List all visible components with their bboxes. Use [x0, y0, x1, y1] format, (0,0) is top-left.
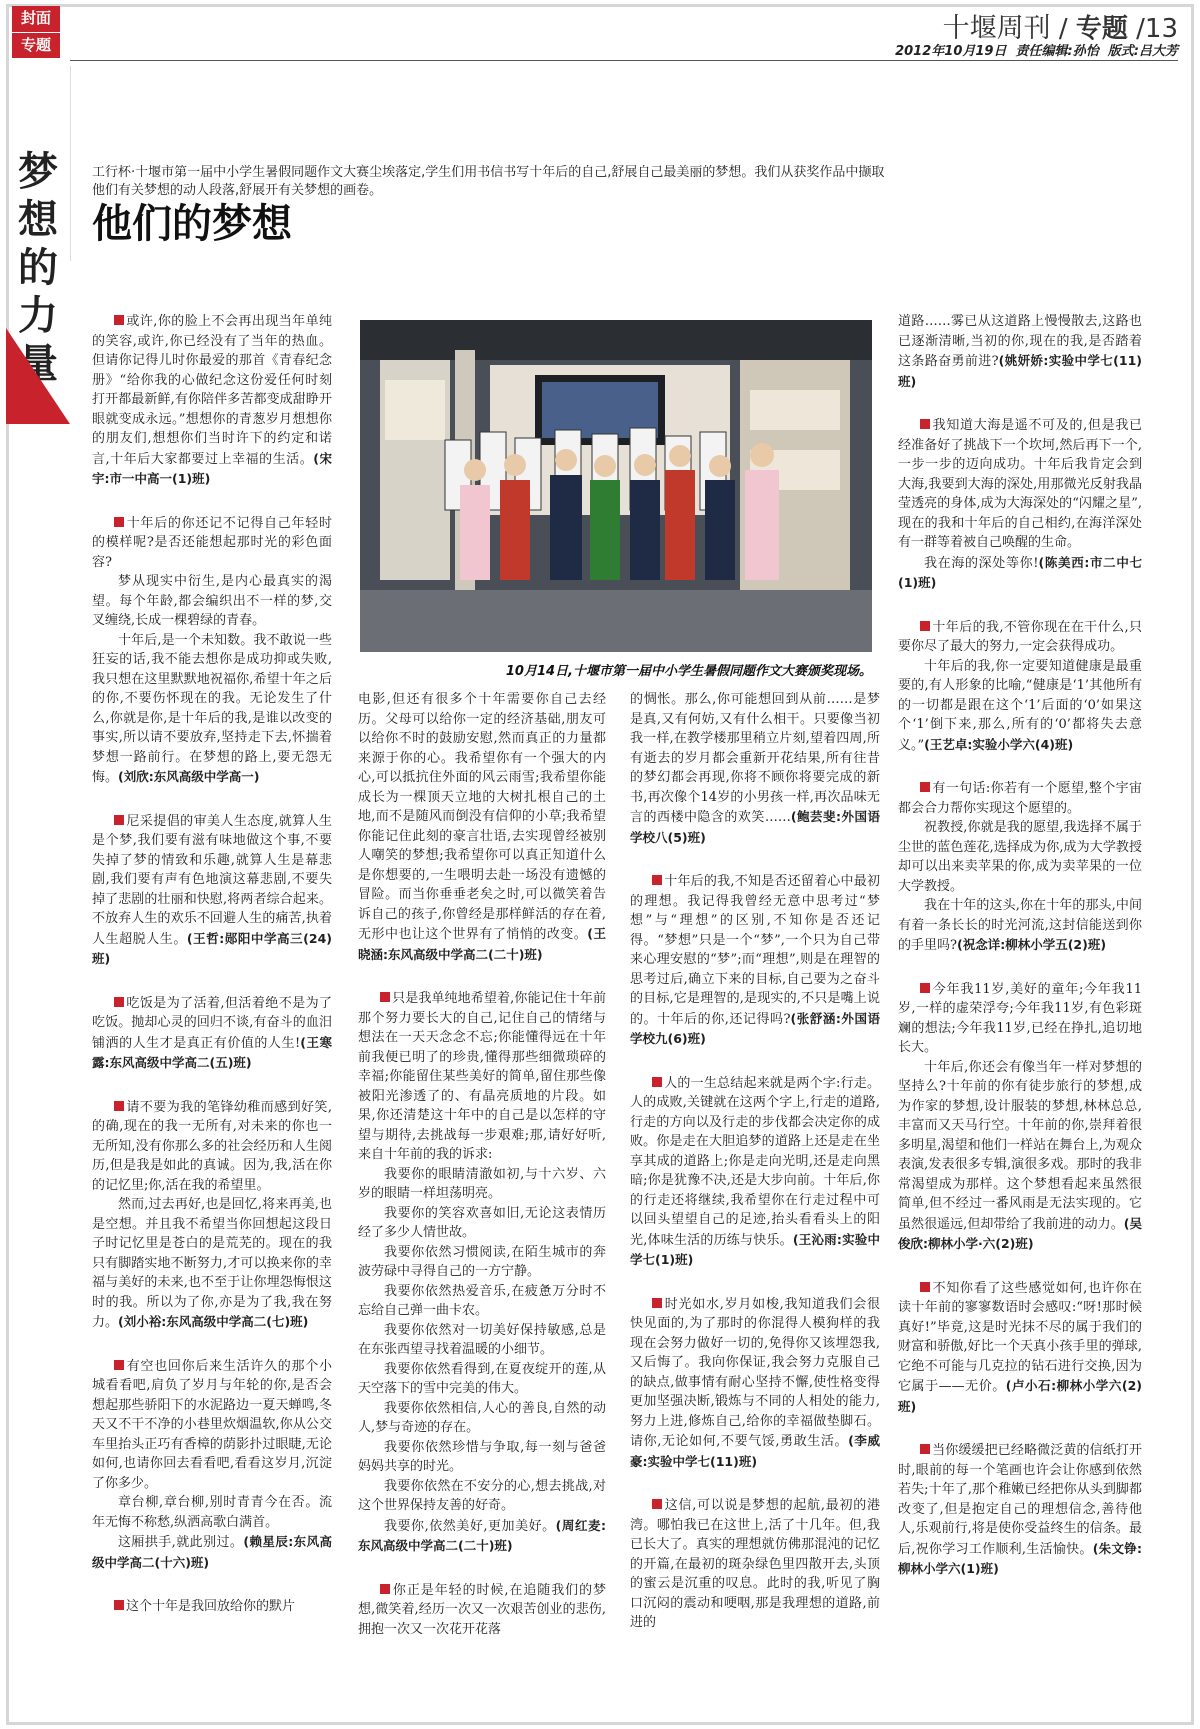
paragraph-text: 吃饭是为了活着,但活着绝不是为了吃饭。抛却心灵的回归不谈,有奋斗的血汨铺洒的人生才是真正有价值的人生!	[92, 995, 332, 1051]
excerpt-paragraph	[358, 1204, 606, 1243]
excerpt-paragraph	[898, 553, 1142, 594]
editor-credit: 责任编辑:孙怡	[1015, 44, 1099, 59]
author-byline: (卢小石:柳林小学六(2)班)	[898, 1378, 1142, 1414]
paragraph-text: 我要你依然相信,人心的善良,自然的动人,梦与奇迹的存在。	[358, 1400, 606, 1435]
essay-excerpt	[92, 1597, 332, 1617]
excerpt-paragraph	[92, 994, 332, 1074]
essay-excerpt	[898, 1279, 1142, 1418]
essay-excerpt	[358, 690, 606, 965]
red-square-marker	[920, 782, 930, 792]
paragraph-text: 梦从现实中衍生,是内心最真实的渴望。每个年龄,都会编织出不一样的梦,交叉缠绕,长成一棵碧绿的青春。	[92, 574, 332, 628]
photo-caption: 10月14日,十堰市第一届中小学生暑假同题作文大赛颁奖现场。	[505, 664, 872, 679]
essay-excerpt	[898, 312, 1142, 392]
paragraph-text: 不知你看了这些感觉如何,也许你在读十年前的寥寥数语时会感叹:“呀!那时候真好!”毕竟,这是时光抹不尽的属于我们的财富和骄傲,好比一个天真小孩手里的弹球,它绝不可能与几克拉的钻石进行交换,因为它属于——无价。	[898, 1280, 1142, 1394]
paragraph-text: 我要你依然在不安分的心,想去挑战,对这个世界保持友善的好奇。	[358, 1478, 606, 1513]
paragraph-text: 或许,你的脸上不会再出现当年单纯的笑容,或许,你已经没有了当年的热血。但请你记得儿时你最爱的那首《青春纪念册》“给你我的心做纪念这份爱任何时刻打开都最新鲜,有你陪伴多苦都变成甜睁开眼就变成永远。”想想你的青葱岁月想想你的朋友们,想想你们当时许下的约定和诺言,十年后大家都要过上幸福的生活。	[92, 314, 332, 467]
author-byline: (刘小裕:东风高级中学高二(七)班)	[118, 1314, 309, 1329]
excerpt-paragraph	[630, 872, 880, 1050]
text-column-2	[358, 690, 606, 1720]
excerpt-paragraph	[92, 514, 332, 573]
excerpt-paragraph	[630, 1074, 880, 1271]
paragraph-text: 请不要为我的笔锋幼稚而感到好笑,的确,现在的我一无所有,对未来的你也一无所知,没有你那么多的社会经历和人生阅历,但是我是如此的真诚。因为,我,活在你的记忆里;你,活在我的希望里。	[92, 1099, 332, 1193]
paragraph-text: 十年后,你还会有像当年一样对梦想的坚持么?十年前的你有徒步旅行的梦想,成为作家的梦想,设计服装的梦想,林林总总,丰富而又天马行空。十年前的你,崇拜着很多明星,渴望和他们一样站在舞台上,为观众表演,发表很多专辑,演很多戏。那时的我非常渴望成为那样。这个梦想看起来虽然很简单,但不经过一番风雨是无法实现的。它虽然很遥远,但却带给了我前进的动力。	[898, 1059, 1142, 1232]
excerpt-paragraph	[358, 1399, 606, 1438]
author-byline: (王寒露:东风高级中学高二(五)班)	[92, 1034, 332, 1070]
red-square-marker	[920, 983, 930, 993]
layout-credit: 版式:吕大芳	[1107, 44, 1178, 59]
author-byline: (祝念详:柳林小学五(2)班)	[956, 937, 1107, 952]
award-ceremony-photo	[360, 320, 872, 652]
excerpt-paragraph	[92, 312, 332, 490]
essay-excerpt	[358, 1581, 606, 1640]
essay-excerpt	[92, 1098, 332, 1333]
paragraph-text: 章台柳,章台柳,别时青青今在否。流年无悔不称愁,纵洒高歌白满首。	[92, 1495, 332, 1530]
section-corner-tag	[12, 6, 60, 58]
excerpt-paragraph	[898, 1441, 1142, 1580]
excerpt-paragraph	[898, 1279, 1142, 1418]
excerpt-paragraph	[92, 1493, 332, 1532]
paragraph-text: 你正是年轻的时候,在追随我们的梦想,微笑着,经历一次又一次艰苦创业的悲伤,拥抱一次又一次花开花落	[358, 1582, 606, 1637]
author-byline: (陈美西:市二中七(1)班)	[898, 554, 1142, 590]
paragraph-text: 我在海的深处等你!	[924, 555, 1039, 571]
vtitle-char: 量	[18, 340, 58, 387]
essay-excerpt	[898, 618, 1142, 756]
excerpt-paragraph	[898, 980, 1142, 1058]
excerpt-paragraph	[92, 572, 332, 631]
red-square-marker	[114, 517, 124, 527]
paragraph-text: 这厢拱手,就此别过。	[118, 1535, 244, 1550]
corner-label-1: 封面	[20, 9, 51, 27]
article-title: 他们的梦想	[92, 200, 292, 247]
excerpt-paragraph	[898, 657, 1142, 756]
essay-excerpt	[92, 514, 332, 788]
red-square-marker	[920, 1282, 930, 1292]
author-byline: (赖星辰:东风高级中学高二(十六)班)	[92, 1534, 332, 1570]
excerpt-paragraph	[358, 1243, 606, 1282]
paragraph-text: 有一句话:你若有一个愿望,整个宇宙都会合力帮你实现这个愿望的。	[898, 781, 1142, 816]
paragraph-text: 的惆怅。那么,你可能想回到从前……是梦是真,又有何妨,又有什么相干。只要像当初我一样,在教学楼那里稍立片刻,望着四周,所有逝去的岁月都会重新开花结果,所有往昔的梦幻都会再现,你将不顾你将要完成的新书,再次像个14岁的小男孩一样,再次品味无言的西楼中隐含的欢笑……	[630, 692, 880, 825]
excerpt-paragraph	[898, 896, 1142, 956]
author-byline: (王哲:郧阳中学高三(24)班)	[92, 930, 332, 966]
author-byline: (吴俊欣:柳林小学·六(2)班)	[898, 1215, 1142, 1251]
paragraph-text: 这信,可以说是梦想的起航,最初的港湾。哪怕我已在这世上,活了十几年。但,我已长大了。真实的理想就仿佛那混沌的记忆的开篇,在最初的斑杂绿色里四散开去,头顶的蜜云是沉重的叹息。此时的我,听见了胸口沉闷的震动和哽咽,那是我理想的道路,前进的	[630, 1498, 880, 1630]
paragraph-text: 十年后的你还记不记得自己年轻时的模样呢?是否还能想起那时光的彩色面容?	[92, 515, 332, 570]
essay-excerpt	[358, 989, 606, 1557]
author-byline: (刘欣:东风高级中学高一)	[118, 769, 260, 784]
vtitle-char: 的	[18, 244, 58, 291]
section-name: 专题	[1075, 14, 1128, 44]
excerpt-paragraph	[898, 618, 1142, 657]
excerpt-paragraph	[92, 631, 332, 788]
red-square-marker	[114, 815, 124, 825]
text-column-1	[92, 312, 332, 1722]
corner-label-2: 专题	[12, 32, 60, 58]
essay-excerpt	[898, 1441, 1142, 1580]
paragraph-text: 时光如水,岁月如梭,我知道我们会很快见面的,为了那时的你混得人模狗样的我现在会努力做好一切的,免得你又该埋怨我,又后悔了。我向你保证,我会努力克服自己的缺点,做事情有耐心坚持不懈,使性格变得更加坚强决断,锻炼与不同的人相处的能力,努力上进,修炼自己,给你的幸福做垫脚石。请你,无论如何,不要气馁,勇敢生活。	[630, 1296, 880, 1449]
excerpt-paragraph	[92, 1357, 332, 1494]
paragraph-text: 我要你,依然美好,更加美好。	[384, 1518, 556, 1534]
excerpt-paragraph	[92, 1098, 332, 1196]
paragraph-text: 当你缓缓把已经略微泛黄的信纸打开时,眼前的每一个笔画也许会让你感到依然若失;十年了,那个稚嫩已经把你从头到脚都改变了,但是抱定自己的理想信念,善待他人,乐观前行,将是使你受益终生的信条。最后,祝你学习工作顺利,生活愉快。	[898, 1443, 1142, 1557]
header-separator: /	[1050, 14, 1076, 44]
page-number: /13	[1127, 14, 1178, 44]
red-square-marker	[114, 315, 124, 325]
essay-excerpt	[630, 872, 880, 1050]
essay-excerpt	[630, 1496, 880, 1633]
red-triangle-decoration	[6, 328, 70, 424]
paragraph-text: 人的一生总结起来就是两个字:行走。人的成败,关键就在这两个字上,行走的道路,行走的方向以及行走的步伐都会决定你的成败。你是走在大胆追梦的道路上还是走在坐享其成的道路上;你是走向光明,还是走向黑暗;你是犹豫不决,还是大步向前。十年后,你的行走还将继续,我希望你在行走过程中可以回头望望自己的足迹,抬头看看头上的阳光,体味生活的历练与快乐。	[630, 1075, 880, 1248]
paragraph-text: 我要你的笑容欢喜如旧,无论这表情历经了多少人情世故。	[358, 1205, 606, 1240]
excerpt-paragraph	[630, 1496, 880, 1633]
paragraph-text: 只是我单纯地希望着,你能记住十年前那个努力要长大的自己,记住自己的情绪与想法在一天天念念不忘;你能懂得远在十年前我便已明了的珍贵,懂得那些细微琐碎的幸福;你能留住某些美好的简单,留住那些像被阳光渗透了的、有晶亮质地的片段。如果,你还清楚这十年中的自己是以怎样的守望与期待,去挑战每一步艰难;那,请好好听,来自十年前的我的诉求:	[358, 991, 606, 1162]
red-square-marker	[380, 1584, 390, 1594]
side-rule	[70, 66, 71, 261]
photo-illustration	[360, 320, 872, 652]
paragraph-text: 十年后的我,不知是否还留着心中最初的理想。我记得我曾经无意中思考过“梦想”与“理想”的区别,不知你是否还记得。“梦想”只是一个“梦”,一个只为自己带来心理安慰的“梦”;而“理想”,则是在理智的思考过后,确立下来的目标,自己要为之奋斗的目标,它是理智的,是现实的,不只是嘴上说的。十年后的你,还记得吗?	[630, 874, 880, 1027]
excerpt-paragraph	[898, 779, 1142, 818]
excerpt-paragraph	[358, 1360, 606, 1399]
excerpt-paragraph	[898, 416, 1142, 553]
paragraph-text: 道路……雾已从这道路上慢慢散去,这路也已逐渐清晰,当初的你,现在的我,是否踏着这条路奋勇前进?	[898, 314, 1142, 369]
essay-excerpt	[630, 1074, 880, 1271]
red-square-marker	[380, 992, 390, 1002]
excerpt-paragraph	[358, 1165, 606, 1204]
excerpt-paragraph	[92, 812, 332, 970]
essay-excerpt	[92, 312, 332, 490]
paragraph-text: 我要你依然热爱音乐,在疲惫万分时不忘给自己弹一曲卡农。	[358, 1283, 606, 1318]
paragraph-text: 这个十年是我回放给你的默片	[126, 1599, 296, 1614]
excerpt-paragraph	[898, 312, 1142, 392]
excerpt-paragraph	[358, 989, 606, 1165]
text-column-4	[898, 312, 1142, 1722]
excerpt-paragraph	[358, 690, 606, 965]
author-byline: (宋宇:市一中高一(1)班)	[92, 450, 332, 486]
red-square-marker	[114, 1360, 124, 1370]
paragraph-text: 祝教授,你就是我的愿望,我选择不属于尘世的蓝色莲花,选择成为你,成为大学教授却可以出来卖苹果的你,成为卖苹果的一位大学教授。	[898, 820, 1142, 894]
excerpt-paragraph	[92, 1532, 332, 1573]
essay-excerpt	[898, 416, 1142, 594]
author-byline: (鲍芸斐:外国语学校八(5)班)	[630, 809, 880, 845]
red-square-marker	[920, 1444, 930, 1454]
author-byline: (李威豪:实验中学七(11)班)	[630, 1433, 880, 1469]
vtitle-char: 想	[18, 196, 58, 243]
red-square-marker	[652, 875, 662, 885]
vtitle-char: 梦	[18, 148, 58, 195]
excerpt-paragraph	[358, 1477, 606, 1516]
publication-name: 十堰周刊	[942, 13, 1051, 44]
paragraph-text: 我在十年的这头,你在十年的那头,中间有着一条长长的时光河流,这封信能送到你的手里吗?	[898, 898, 1142, 953]
author-byline: (姚妍娇:实验中学七(11)班)	[898, 353, 1142, 389]
excerpt-paragraph	[898, 818, 1142, 896]
paragraph-text: 有空也回你后来生活许久的那个小城看看吧,肩负了岁月与年轮的你,是否会想起那些骄阳下的水泥路边一夏天蝉鸣,冬天又不干不净的小巷里炊烟温软,你从公交车里抬头正巧有香樟的荫影扑过眼睫,无论如何,也请你回去看看吧,看看这岁月,沉淀了你多少。	[92, 1358, 332, 1491]
essay-excerpt	[92, 1357, 332, 1574]
red-square-marker	[652, 1077, 662, 1087]
paragraph-text: 十年后,是一个未知数。我不敢说一些狂妄的话,我不能去想你是成功抑或失败,我只想在这里默默地祝福你,希望十年之后的你,不要伤怀现在的我。无论发生了什么,你就是你,是十年后的我,是谁以改变的事实,所以请不要放弃,坚持走下去,怀揣着梦想一路前行。在梦想的路上,要无怨无悔。	[92, 632, 332, 785]
red-square-marker	[652, 1298, 662, 1308]
excerpt-paragraph	[358, 1438, 606, 1477]
essay-excerpt	[898, 980, 1142, 1255]
paragraph-text: 尼采提倡的审美人生态度,就算人生是个梦,我们要有滋有味地做这个事,不要失掉了梦的情致和乐趣,就算人生是幕悲剧,我们要有声有色地演这幕悲剧,不要失掉了悲剧的壮丽和快慰,将两者综合起来。不放弃人生的欢乐不回避人生的痛苦,执着人生超脱人生。	[92, 813, 332, 947]
article-intro: 工行杯·十堰市第一届中小学生暑假同题作文大赛尘埃落定,学生们用书信书写十年后的自己,舒展自己最美丽的梦想。我们从获奖作品中撷取他们有关梦想的动人段落,舒展开有关梦想的画卷。	[92, 165, 885, 198]
author-byline: (王晓涵:东风高级中学高二(二十)班)	[358, 926, 606, 962]
paragraph-text: 然而,过去再好,也是回忆,将来再美,也是空想。并且我不希望当你回想起这段日子时记忆里是苍白的是荒芜的。现在的我只有脚踏实地不断努力,才可以换来你的幸福与美好的未来,也不至于让你埋怨悔恨这时的我。所以为了你,亦是为了我,我在努力。	[92, 1197, 332, 1330]
excerpt-paragraph	[358, 1282, 606, 1321]
paragraph-text: 我要你依然珍惜与争取,每一刻与爸爸妈妈共享的时光。	[358, 1439, 606, 1474]
paragraph-text: 我要你依然看得到,在夏夜绽开的莲,从天空落下的雪中完美的伟大。	[358, 1361, 606, 1396]
red-square-marker	[652, 1499, 662, 1509]
red-square-marker	[920, 621, 930, 631]
red-square-marker	[920, 419, 930, 429]
red-square-marker	[114, 1600, 124, 1610]
paragraph-text: 电影,但还有很多个十年需要你自己去经历。父母可以给你一定的经济基础,朋友可以给你不时的鼓励安慰,然而真正的力量都来源于你的心。我希望你有一个强大的内心,可以抵抗住外面的风云雨雪;我希望你能成长为一棵顶天立地的大树扎根自己的土地,而不是随风而倒没有信仰的小草;我希望你能记住此刻的豪言壮语,去实现曾经被别人嘲笑的梦想;我希望你可以真正知道什么是你想要的,一生喂明去赴一场没有遗憾的冒险。而当你垂垂老矣之时,可以微笑着告诉自己的孩子,你曾经是那样鲜活的存在着,无形中也让这个世界有了悄悄的改变。	[358, 692, 606, 942]
excerpt-paragraph	[358, 1321, 606, 1360]
essay-excerpt	[92, 812, 332, 970]
red-square-marker	[114, 1101, 124, 1111]
paragraph-text: 我要你依然对一切美好保持敏感,总是在东张西望寻找着温暖的小细节。	[358, 1322, 606, 1357]
red-square-marker	[114, 997, 124, 1007]
excerpt-paragraph	[630, 1295, 880, 1473]
paragraph-text: 十年后的我,你一定要知道健康是最重要的,有人形象的比喻,“健康是‘1’其他所有的一切都是跟在这个‘1’后面的‘0’如果这个‘1’倒下来,那么,所有的‘0’都将失去意义。”	[898, 658, 1142, 753]
issue-date: 2012年10月19日	[895, 44, 1007, 59]
text-column-3	[630, 690, 880, 1720]
paragraph-text: 今年我11岁,美好的童年;今年我11岁,一样的虚荣浮夸;今年我11岁,有色彩斑斓的想法;今年我11岁,已经在挣扎,追切地长大。	[898, 981, 1142, 1055]
essay-excerpt	[630, 1295, 880, 1473]
paragraph-text: 十年后的我,不管你现在在干什么,只要你尽了最大的努力,一定会获得成功。	[898, 619, 1142, 654]
essay-excerpt	[92, 994, 332, 1074]
essay-excerpt	[630, 690, 880, 848]
author-byline: (王沁雨:实验中学七(1)班)	[630, 1231, 880, 1267]
header-rule	[70, 60, 1178, 61]
header-subline	[895, 40, 1178, 59]
essay-excerpt	[898, 779, 1142, 956]
excerpt-paragraph	[92, 1195, 332, 1333]
author-byline: (周红麦:东风高级中学高二(二十)班)	[358, 1517, 606, 1553]
paragraph-text: 我要你的眼睛清澈如初,与十六岁、六岁的眼睛一样坦荡明亮。	[358, 1166, 606, 1201]
author-byline: (朱文铮:柳林小学六(1)班)	[898, 1540, 1142, 1576]
excerpt-paragraph	[630, 690, 880, 848]
paragraph-text: 我知道大海是遥不可及的,但是我已经准备好了挑战下一个坎坷,然后再下一个,一步一步的迈向成功。十年后我肯定会到大海,我要到大海的深处,用那微光反射我晶莹透亮的身体,成为大海深处的“闪耀之星”,现在的我和十年后的自己相约,在海洋深处有一群等着被自己唤醒的生命。	[898, 418, 1142, 550]
paragraph-text: 我要你依然习惯阅读,在陌生城市的奔波劳碌中寻得自己的一方宁静。	[358, 1244, 606, 1279]
excerpt-paragraph	[358, 1516, 606, 1557]
excerpt-paragraph	[898, 1058, 1142, 1255]
author-byline: (王艺卓:实验小学六(4)班)	[924, 736, 1074, 752]
excerpt-paragraph	[92, 1597, 332, 1617]
excerpt-paragraph	[358, 1581, 606, 1640]
vtitle-char: 力	[18, 292, 58, 339]
author-byline: (张舒涵:外国语学校九(6)班)	[630, 1010, 880, 1046]
